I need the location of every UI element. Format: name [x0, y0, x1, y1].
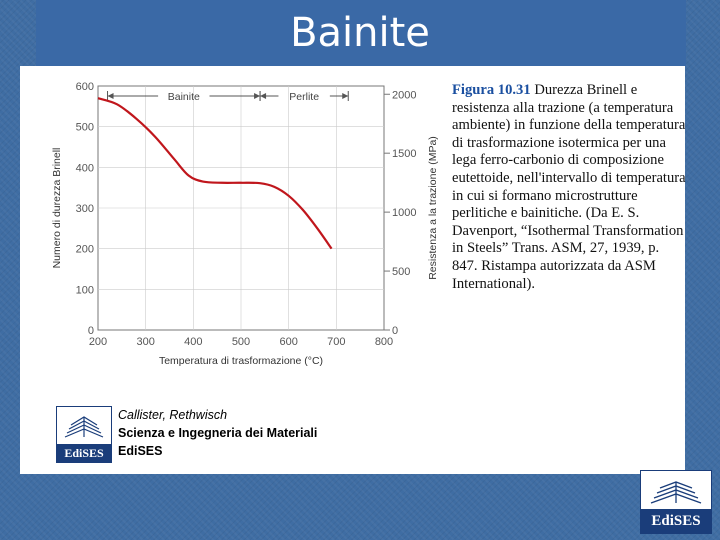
- region-arrowhead: [108, 93, 114, 99]
- y2-axis-label: Resistenza a la trazione (MPa): [427, 136, 439, 280]
- y-tick-label: 100: [75, 284, 94, 297]
- figure-caption: [452, 82, 687, 293]
- y-tick-label: 0: [87, 325, 94, 337]
- y-tick-label: 300: [75, 203, 94, 215]
- region-arrowhead: [260, 93, 266, 99]
- y-axis-label: Numero di durezza Brinell: [51, 147, 63, 269]
- credit-author: Callister, Rethwisch: [118, 408, 228, 422]
- region-label: Perlite: [289, 91, 320, 103]
- x-tick-label: 400: [184, 336, 203, 348]
- credit-book: Scienza e Ingegneria dei Materiali: [118, 426, 318, 440]
- chart: [20, 66, 450, 376]
- x-axis-label: Temperatura di trasformazione (°C): [158, 355, 324, 367]
- y2-tick-label: 1000: [392, 207, 417, 220]
- x-tick-label: 500: [231, 336, 251, 348]
- region-arrowhead: [342, 93, 348, 99]
- region-arrowhead: [254, 93, 260, 99]
- region-label: Bainite: [167, 91, 200, 103]
- y2-tick-label: 500: [392, 266, 411, 279]
- figure-panel: [20, 66, 685, 474]
- x-tick-label: 300: [136, 336, 155, 348]
- figure-label: Figura 10.31: [452, 82, 531, 98]
- y2-tick-label: 1500: [392, 148, 417, 161]
- y2-tick-label: 2000: [392, 89, 417, 102]
- y-tick-label: 500: [75, 121, 94, 134]
- y2-tick-label: 0: [392, 325, 399, 337]
- x-tick-label: 200: [88, 336, 108, 348]
- credit-publisher: EdiSES: [118, 444, 163, 458]
- publisher-logo: [56, 406, 112, 463]
- logo-text: EdiSES: [641, 509, 711, 533]
- corner-publisher-logo: [640, 470, 712, 534]
- x-tick-label: 800: [374, 336, 394, 348]
- hardness-curve: [98, 98, 332, 248]
- logo-text: EdiSES: [57, 444, 111, 462]
- y-tick-label: 400: [75, 162, 94, 175]
- x-tick-label: 700: [327, 336, 346, 348]
- slide-title: Bainite: [290, 10, 430, 56]
- caption-text: Durezza Brinell e resistenza alla trazione (a temperatura ambiente) in funzione della temperatura di trasformazione isotermica per una lega ferro-carbonio di composizione eutettoide, nell'intervallo di temperatura in cui si formano microstrutture perlitiche e bainitiche. (Da E. S. Davenport, “Isothermal Transformation in Steels” Trans. ASM, 27, 1939, p. 847. Ristampa autorizzata da ASM International).: [452, 82, 686, 292]
- y-tick-label: 200: [75, 243, 94, 256]
- book-icon: [641, 471, 711, 509]
- y-tick-label: 600: [75, 81, 94, 93]
- book-icon: [57, 407, 111, 444]
- x-tick-label: 600: [279, 336, 298, 348]
